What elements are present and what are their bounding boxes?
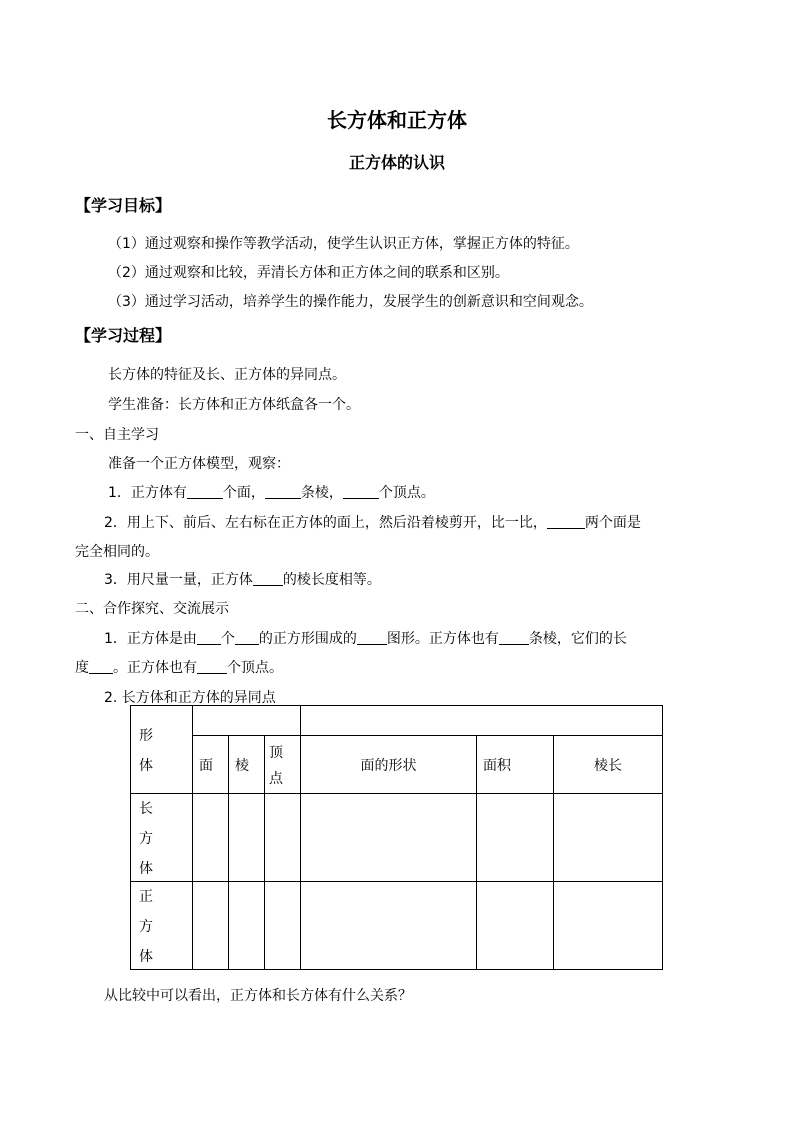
blank-face-count[interactable] (197, 630, 221, 645)
part2-heading: 二、合作探究、交流展示 (75, 601, 229, 617)
cuboid-edge-length-cell[interactable] (554, 794, 663, 882)
cube-char-3: 体 (139, 948, 153, 965)
q1-text-a: 1．正方体有 (108, 485, 187, 501)
part2-question-1 (104, 628, 627, 648)
blank-vertex-count[interactable] (197, 659, 227, 674)
cuboid-edge-cell[interactable] (229, 794, 265, 882)
goal-item-2: （2）通过观察和比较，弄清长方体和正方体之间的联系和区别。 (108, 265, 509, 281)
p2q1-c: 的正方形围成的 (258, 631, 357, 647)
part1-question-2-cont: 完全相同的。 (75, 544, 159, 560)
process-heading: 【学习过程】 (75, 326, 172, 345)
part1-prep: 准备一个正方体模型，观察： (108, 456, 290, 472)
blank-edges[interactable] (265, 484, 301, 499)
process-intro-1: 长方体的特征及长、正方体的异同点。 (108, 367, 346, 383)
header-count-group (193, 706, 301, 736)
blank-faces[interactable] (187, 484, 223, 499)
cube-face-cell[interactable] (193, 882, 229, 970)
cuboid-area-cell[interactable] (477, 794, 554, 882)
part1-heading: 一、自主学习 (75, 427, 159, 443)
blank-length[interactable] (89, 659, 113, 674)
table-row-cube (131, 882, 663, 970)
blank-edges-equal[interactable] (253, 571, 283, 586)
closing-question: 从比较中可以看出，正方体和长方体有什么关系？ (104, 988, 412, 1004)
part1-question-3 (104, 569, 381, 589)
cube-edge-length-cell[interactable] (554, 882, 663, 970)
cube-face-shape-cell[interactable] (301, 882, 477, 970)
table-row-cuboid (131, 794, 663, 882)
page-title: 长方体和正方体 (327, 108, 467, 132)
p2q1-d: 图形。正方体也有 (386, 631, 499, 647)
blank-face-type[interactable] (235, 630, 259, 645)
cube-edge-cell[interactable] (229, 882, 265, 970)
cuboid-char-3: 体 (139, 860, 153, 877)
header-shape-char-1: 形 (139, 727, 153, 744)
q1-text-d: 个顶点。 (378, 485, 435, 501)
header-vertex (265, 736, 301, 794)
p2q1-h: 个顶点。 (227, 660, 283, 676)
q2-text-b: 两个面是 (584, 515, 641, 531)
q3-text-b: 的棱长度相等。 (282, 572, 381, 588)
goal-item-1: （1）通过观察和操作等教学活动，使学生认识正方体，掌握正方体的特征。 (108, 236, 579, 252)
process-intro-2: 学生准备：长方体和正方体纸盒各一个。 (108, 397, 360, 413)
page-subtitle: 正方体的认识 (348, 153, 445, 172)
p2q1-a: 1．正方体是由 (104, 631, 197, 647)
q3-text-a: 3．用尺量一量，正方体 (104, 572, 253, 588)
cuboid-char-2: 方 (139, 830, 153, 847)
row-label-cube (131, 882, 193, 970)
cube-area-cell[interactable] (477, 882, 554, 970)
header-vertex-char-2: 点 (269, 770, 283, 787)
cuboid-face-cell[interactable] (193, 794, 229, 882)
blank-vertices[interactable] (343, 484, 379, 499)
header-property-group (301, 706, 663, 736)
header-vertex-char-1: 顶 (269, 744, 283, 761)
header-face-shape: 面的形状 (301, 736, 477, 794)
q2-text-a: 2．用上下、前后、左右标在正方体的面上，然后沿着棱剪开，比一比， (104, 515, 547, 531)
header-shape-char-2: 体 (139, 757, 153, 774)
row-label-cuboid (131, 794, 193, 882)
cube-char-2: 方 (139, 918, 153, 935)
header-edge-length: 棱长 (554, 736, 663, 794)
q1-text-c: 条棱， (300, 485, 343, 501)
cuboid-vertex-cell[interactable] (265, 794, 301, 882)
header-face: 面 (193, 736, 229, 794)
p2q1-f: 度 (75, 660, 89, 676)
header-shape (131, 706, 193, 794)
blank-edge-count[interactable] (499, 630, 529, 645)
blank-pairs[interactable] (547, 514, 585, 529)
cuboid-char-1: 长 (139, 800, 153, 817)
cube-vertex-cell[interactable] (265, 882, 301, 970)
p2q1-g: 。正方体也有 (113, 660, 197, 676)
part2-question-2: 2. 长方体和正方体的异同点 (104, 690, 276, 706)
cube-char-1: 正 (139, 888, 153, 905)
header-area: 面积 (477, 736, 554, 794)
p2q1-b: 个 (220, 631, 235, 647)
q1-text-b: 个面， (222, 485, 265, 501)
goal-item-3: （3）通过学习活动，培养学生的操作能力，发展学生的创新意识和空间观念。 (108, 294, 593, 310)
p2q1-e: 条棱，它们的长 (528, 631, 627, 647)
comparison-table (130, 705, 663, 970)
cuboid-face-shape-cell[interactable] (301, 794, 477, 882)
part1-question-2 (104, 512, 641, 532)
part1-question-1 (108, 482, 435, 502)
goals-heading: 【学习目标】 (75, 196, 172, 215)
part2-question-1-cont (75, 657, 283, 677)
header-edge: 棱 (229, 736, 265, 794)
blank-shape[interactable] (357, 630, 387, 645)
